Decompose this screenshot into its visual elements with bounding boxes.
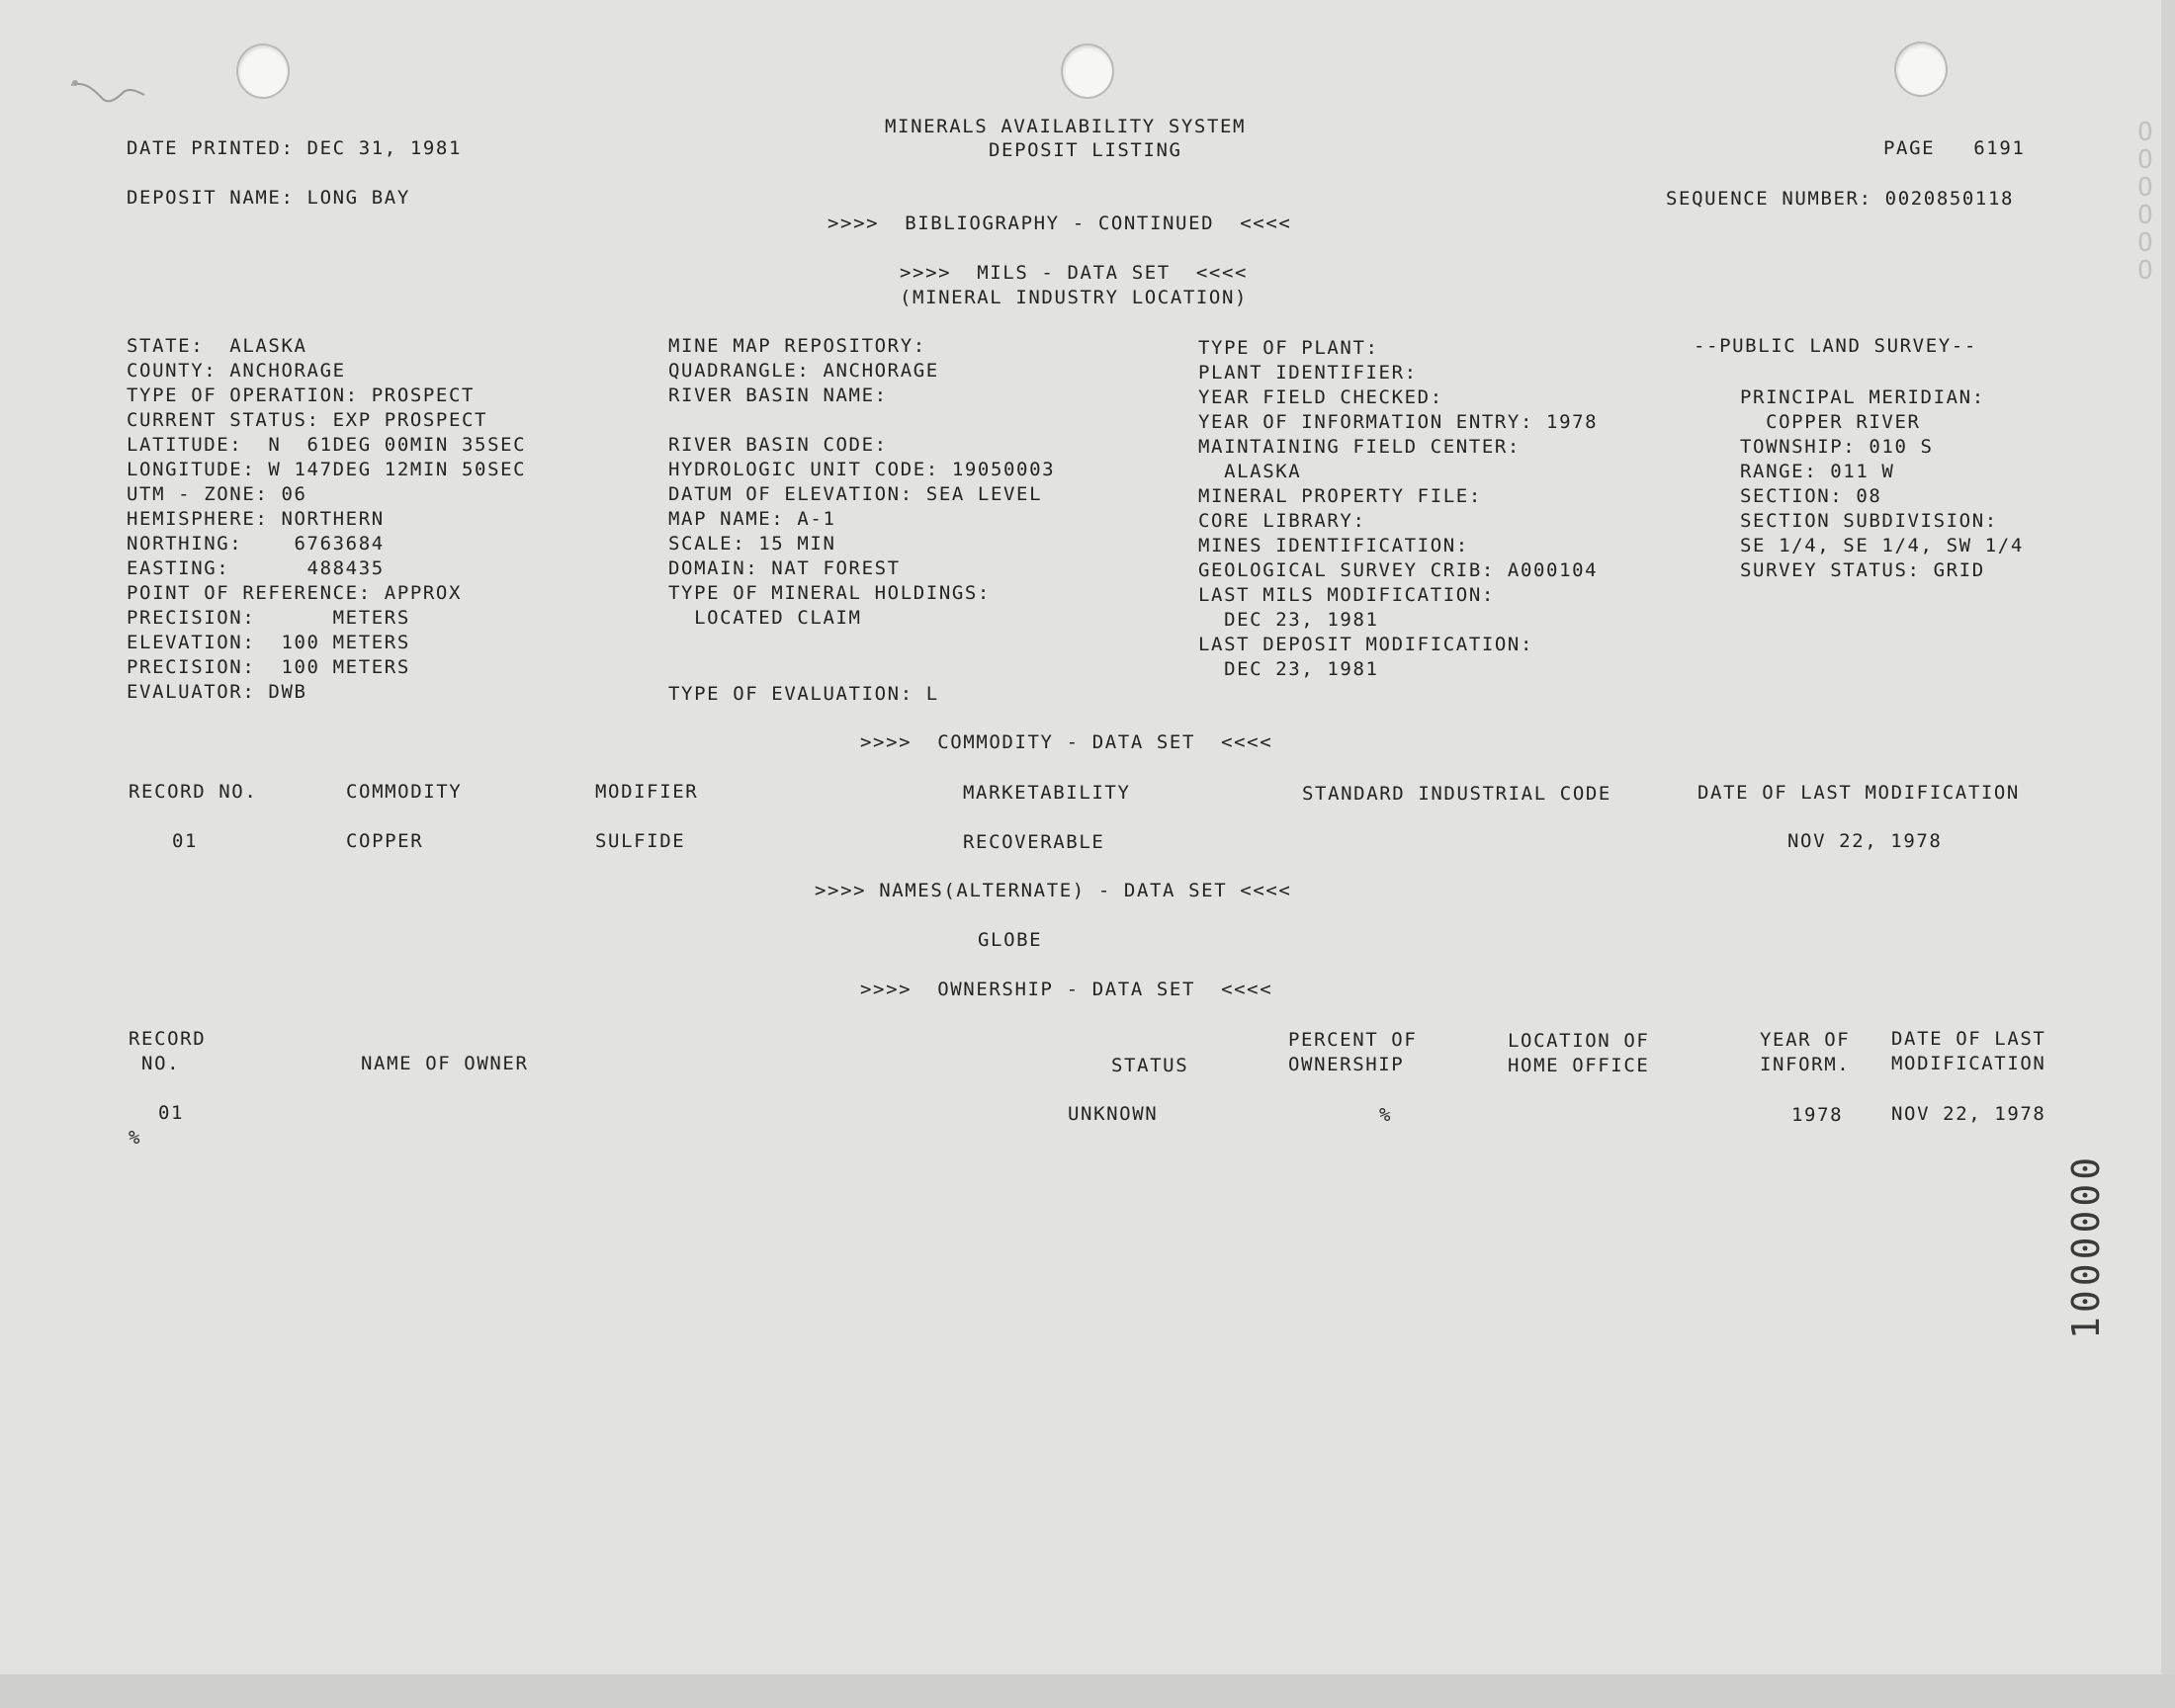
deposit-name: DEPOSIT NAME: LONG BAY [127,187,410,209]
mils-field: EVALUATOR: DWB [127,681,307,703]
mils-field: YEAR OF INFORMATION ENTRY: 1978 [1198,411,1599,433]
mils-field: MINE MAP REPOSITORY: [668,335,926,357]
mils-field: CORE LIBRARY: [1198,510,1366,532]
mils-field: QUADRANGLE: ANCHORAGE [668,360,939,382]
mils-field: PRINCIPAL MERIDIAN: [1740,386,1985,408]
binder-hole-center [1061,43,1114,99]
mils-field: DEC 23, 1981 [1198,658,1379,680]
commodity-header-commodity: COMMODITY [346,781,463,803]
mils-field: DOMAIN: NAT FOREST [668,557,901,579]
mils-subheading: (MINERAL INDUSTRY LOCATION) [900,287,1249,308]
mils-field: DATUM OF ELEVATION: SEA LEVEL [668,483,1043,505]
mils-field: SECTION SUBDIVISION: [1740,510,1998,532]
mils-field: MAP NAME: A-1 [668,508,836,530]
sequence-number: SEQUENCE NUMBER: 0020850118 [1666,188,2015,210]
ownership-header-year-2: INFORM. [1760,1054,1851,1075]
mils-field: HYDROLOGIC UNIT CODE: 19050003 [668,459,1056,480]
mils-field: POINT OF REFERENCE: APPROX [127,582,463,604]
mils-field: TYPE OF PLANT: [1198,337,1379,359]
mils-field: TYPE OF OPERATION: PROSPECT [127,384,476,406]
ownership-cell-percent: % [1379,1104,1393,1126]
ownership-header-record-1: RECORD [129,1028,207,1050]
commodity-header-record: RECORD NO. [129,781,258,803]
mils-field: SECTION: 08 [1740,485,1882,507]
mils-field: MINES IDENTIFICATION: [1198,535,1469,556]
mils-field: YEAR FIELD CHECKED: [1198,386,1443,408]
mils-field: STATE: ALASKA [127,335,307,357]
mils-field: LAST DEPOSIT MODIFICATION: [1198,634,1534,655]
mils-field: TOWNSHIP: 010 S [1740,436,1934,458]
ownership-header-location-2: HOME OFFICE [1508,1055,1650,1076]
page-bottom-edge [0,1674,2175,1708]
binder-hole-right [1894,42,1948,97]
commodity-cell-marketability: RECOVERABLE [963,831,1105,853]
mils-field: LOCATED CLAIM [668,607,862,629]
bibliography-heading: >>>> BIBLIOGRAPHY - CONTINUED <<<< [827,213,1292,234]
commodity-cell-commodity: COPPER [346,830,424,852]
mils-field: TYPE OF EVALUATION: L [668,683,939,705]
bleed-through-digits: OOOOOO [2137,118,2153,286]
mils-field: GEOLOGICAL SURVEY CRIB: A000104 [1198,559,1599,581]
mils-field: LAST MILS MODIFICATION: [1198,584,1495,606]
mils-field: SURVEY STATUS: GRID [1740,559,1985,581]
mils-field: HEMISPHERE: NORTHERN [127,508,385,530]
binder-hole-left [236,43,290,99]
mils-field: ELEVATION: 100 METERS [127,632,410,653]
mils-field: EASTING: 488435 [127,557,385,579]
ownership-header-date-1: DATE OF LAST [1891,1028,2046,1050]
mils-field: ALASKA [1198,461,1302,482]
mils-field: NORTHING: 6763684 [127,533,385,555]
ownership-header-date-2: MODIFICATION [1891,1053,2046,1074]
system-title: MINERALS AVAILABILITY SYSTEM [885,116,1247,137]
ownership-header-percent-2: OWNERSHIP [1288,1054,1405,1075]
mils-field: PLANT IDENTIFIER: [1198,362,1418,384]
ownership-cell-record: 01 [158,1102,185,1124]
ownership-header-status: STATUS [1111,1055,1189,1076]
mils-heading: >>>> MILS - DATA SET <<<< [900,262,1249,284]
ownership-header-percent-1: PERCENT OF [1288,1029,1418,1051]
commodity-cell-modifier: SULFIDE [595,830,686,852]
commodity-header-modifier: MODIFIER [595,781,699,803]
commodity-heading: >>>> COMMODITY - DATA SET <<<< [860,731,1273,753]
alternate-name: GLOBE [978,929,1043,951]
ownership-header-owner: NAME OF OWNER [361,1053,529,1074]
ownership-cell-status: UNKNOWN [1068,1103,1159,1125]
pen-mark [67,71,166,113]
land-survey-heading: --PUBLIC LAND SURVEY-- [1694,335,1977,357]
mils-field: DEC 23, 1981 [1198,609,1379,631]
mils-field: PRECISION: METERS [127,607,410,629]
mils-field: UTM - ZONE: 06 [127,483,307,505]
ownership-heading: >>>> OWNERSHIP - DATA SET <<<< [860,979,1273,1000]
mils-field: CURRENT STATUS: EXP PROSPECT [127,409,488,431]
page-edge-strip [2161,0,2175,1708]
date-printed: DATE PRINTED: DEC 31, 1981 [127,137,463,159]
mils-field: MAINTAINING FIELD CENTER: [1198,436,1521,458]
names-heading: >>>> NAMES(ALTERNATE) - DATA SET <<<< [815,880,1292,901]
mils-field: COPPER RIVER [1740,411,1921,433]
listing-title: DEPOSIT LISTING [989,139,1182,161]
ownership-cell-year: 1978 [1791,1104,1844,1126]
mils-field: LATITUDE: N 61DEG 00MIN 35SEC [127,434,527,456]
ownership-header-record-2: NO. [129,1053,181,1074]
ownership-cell-date: NOV 22, 1978 [1891,1103,2046,1125]
mils-field: MINERAL PROPERTY FILE: [1198,485,1482,507]
ownership-header-location-1: LOCATION OF [1508,1030,1650,1052]
commodity-cell-record: 01 [172,830,199,852]
mils-field: RANGE: 011 W [1740,461,1895,482]
mils-field: RIVER BASIN NAME: [668,384,888,406]
frame-number: 1000000 [2064,1153,2108,1339]
ownership-header-year-1: YEAR OF [1760,1029,1851,1051]
mils-field: SCALE: 15 MIN [668,533,836,555]
page-number: PAGE 6191 [1883,137,2026,159]
commodity-header-sic: STANDARD INDUSTRIAL CODE [1302,783,1611,805]
commodity-header-date: DATE OF LAST MODIFICATION [1697,782,2020,804]
commodity-cell-date: NOV 22, 1978 [1787,830,1943,852]
mils-field: LONGITUDE: W 147DEG 12MIN 50SEC [127,459,527,480]
mils-field: RIVER BASIN CODE: [668,434,888,456]
mils-field: PRECISION: 100 METERS [127,656,410,678]
mils-field: SE 1/4, SE 1/4, SW 1/4 [1740,535,2024,556]
commodity-header-marketability: MARKETABILITY [963,782,1131,804]
mils-field: TYPE OF MINERAL HOLDINGS: [668,582,991,604]
end-of-record-mark: % [129,1127,142,1149]
mils-field: COUNTY: ANCHORAGE [127,360,346,382]
